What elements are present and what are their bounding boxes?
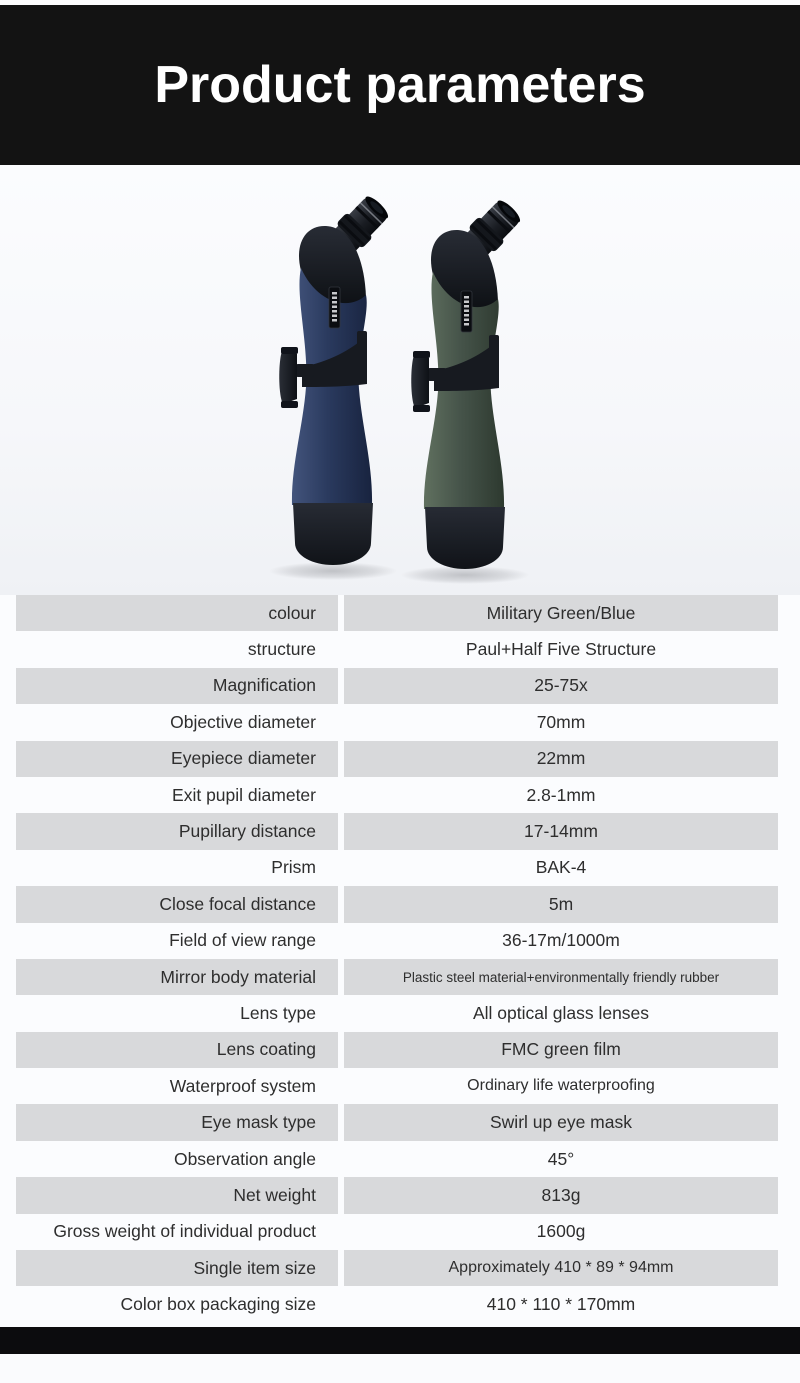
spec-label: Observation angle xyxy=(173,1148,316,1169)
spec-label: colour xyxy=(16,595,338,631)
spec-value: FMC green film xyxy=(344,1032,778,1068)
spec-row xyxy=(16,1104,778,1140)
spec-row xyxy=(16,777,778,813)
spec-value: 813g xyxy=(344,1177,778,1213)
spec-row xyxy=(16,850,778,886)
spec-value: 25-75x xyxy=(344,668,778,704)
page-title: Product parameters xyxy=(154,56,646,114)
spec-value: 22mm xyxy=(344,741,778,777)
spec-row xyxy=(16,1286,778,1322)
spec-row xyxy=(16,1141,778,1177)
spec-label: Net weight xyxy=(16,1177,338,1213)
spec-label: Gross weight of individual product xyxy=(53,1221,316,1242)
spec-row xyxy=(16,595,778,631)
spec-row xyxy=(16,1250,778,1286)
spec-row xyxy=(16,813,778,849)
product-photo xyxy=(0,165,800,595)
scope-green-handle-grip xyxy=(411,353,429,408)
spec-label: Eye mask type xyxy=(16,1104,338,1140)
spec-label: Color box packaging size xyxy=(120,1294,316,1315)
spec-value: Approximately 410 * 89 * 94mm xyxy=(344,1250,778,1286)
spec-label: Field of view range xyxy=(169,930,316,951)
spec-label: Exit pupil diameter xyxy=(172,784,316,805)
spec-value: 1600g xyxy=(536,1221,586,1242)
scope-green-grip-cap-bottom xyxy=(413,405,430,412)
scope-green-base xyxy=(425,507,505,569)
spec-table xyxy=(16,595,778,1323)
spec-label: Lens coating xyxy=(16,1032,338,1068)
scope-green-grip-cap-top xyxy=(413,351,430,358)
spec-value: Ordinary life waterproofing xyxy=(467,1077,655,1095)
scope-blue xyxy=(269,191,397,580)
spec-row xyxy=(16,704,778,740)
spec-label: Pupillary distance xyxy=(16,813,338,849)
spec-value: 5m xyxy=(344,886,778,922)
spec-label: Mirror body material xyxy=(16,959,338,995)
footer-strip xyxy=(0,1354,800,1383)
spec-table-section xyxy=(0,595,800,1323)
spec-row xyxy=(16,631,778,667)
page-header xyxy=(0,5,800,165)
spec-row xyxy=(16,1068,778,1104)
spec-row xyxy=(16,741,778,777)
spec-value: 45° xyxy=(547,1148,575,1169)
spec-row xyxy=(16,668,778,704)
spec-row xyxy=(16,1214,778,1250)
spec-row xyxy=(16,1032,778,1068)
product-photo-section xyxy=(0,165,800,595)
scope-green xyxy=(401,195,529,584)
spec-label: Close focal distance xyxy=(16,886,338,922)
spec-row xyxy=(16,886,778,922)
spec-label: Prism xyxy=(271,857,316,878)
spec-label: Objective diameter xyxy=(170,711,316,732)
scope-green-handle-stem xyxy=(428,368,446,381)
spec-value: 36-17m/1000m xyxy=(502,930,620,951)
scope-blue-grip-cap-top xyxy=(281,347,298,354)
spec-value: Military Green/Blue xyxy=(344,595,778,631)
spec-label: structure xyxy=(247,639,316,660)
spec-label: Single item size xyxy=(16,1250,338,1286)
spec-row xyxy=(16,1177,778,1213)
scope-blue-handle-grip xyxy=(279,349,297,404)
scope-blue-base xyxy=(293,503,373,565)
spec-value: 410 * 110 * 170mm xyxy=(486,1294,636,1315)
bottom-bar xyxy=(0,1327,800,1354)
spec-value: BAK-4 xyxy=(535,857,587,878)
spec-value: Plastic steel material+environmentally friendly rubber xyxy=(344,959,778,995)
spec-row xyxy=(16,959,778,995)
spec-label: Waterproof system xyxy=(169,1075,316,1096)
spec-value: 17-14mm xyxy=(344,813,778,849)
spec-value: 2.8-1mm xyxy=(526,784,596,805)
spec-label: Lens type xyxy=(240,1002,316,1023)
spec-row xyxy=(16,995,778,1031)
spec-value: Swirl up eye mask xyxy=(344,1104,778,1140)
spec-label: Eyepiece diameter xyxy=(16,741,338,777)
spec-row xyxy=(16,923,778,959)
spec-value: 70mm xyxy=(536,711,586,732)
scope-blue-handle-stem xyxy=(296,364,314,377)
spec-label: Magnification xyxy=(16,668,338,704)
spec-value: Paul+Half Five Structure xyxy=(465,639,657,660)
scope-blue-grip-cap-bottom xyxy=(281,401,298,408)
spec-value: All optical glass lenses xyxy=(472,1002,650,1023)
